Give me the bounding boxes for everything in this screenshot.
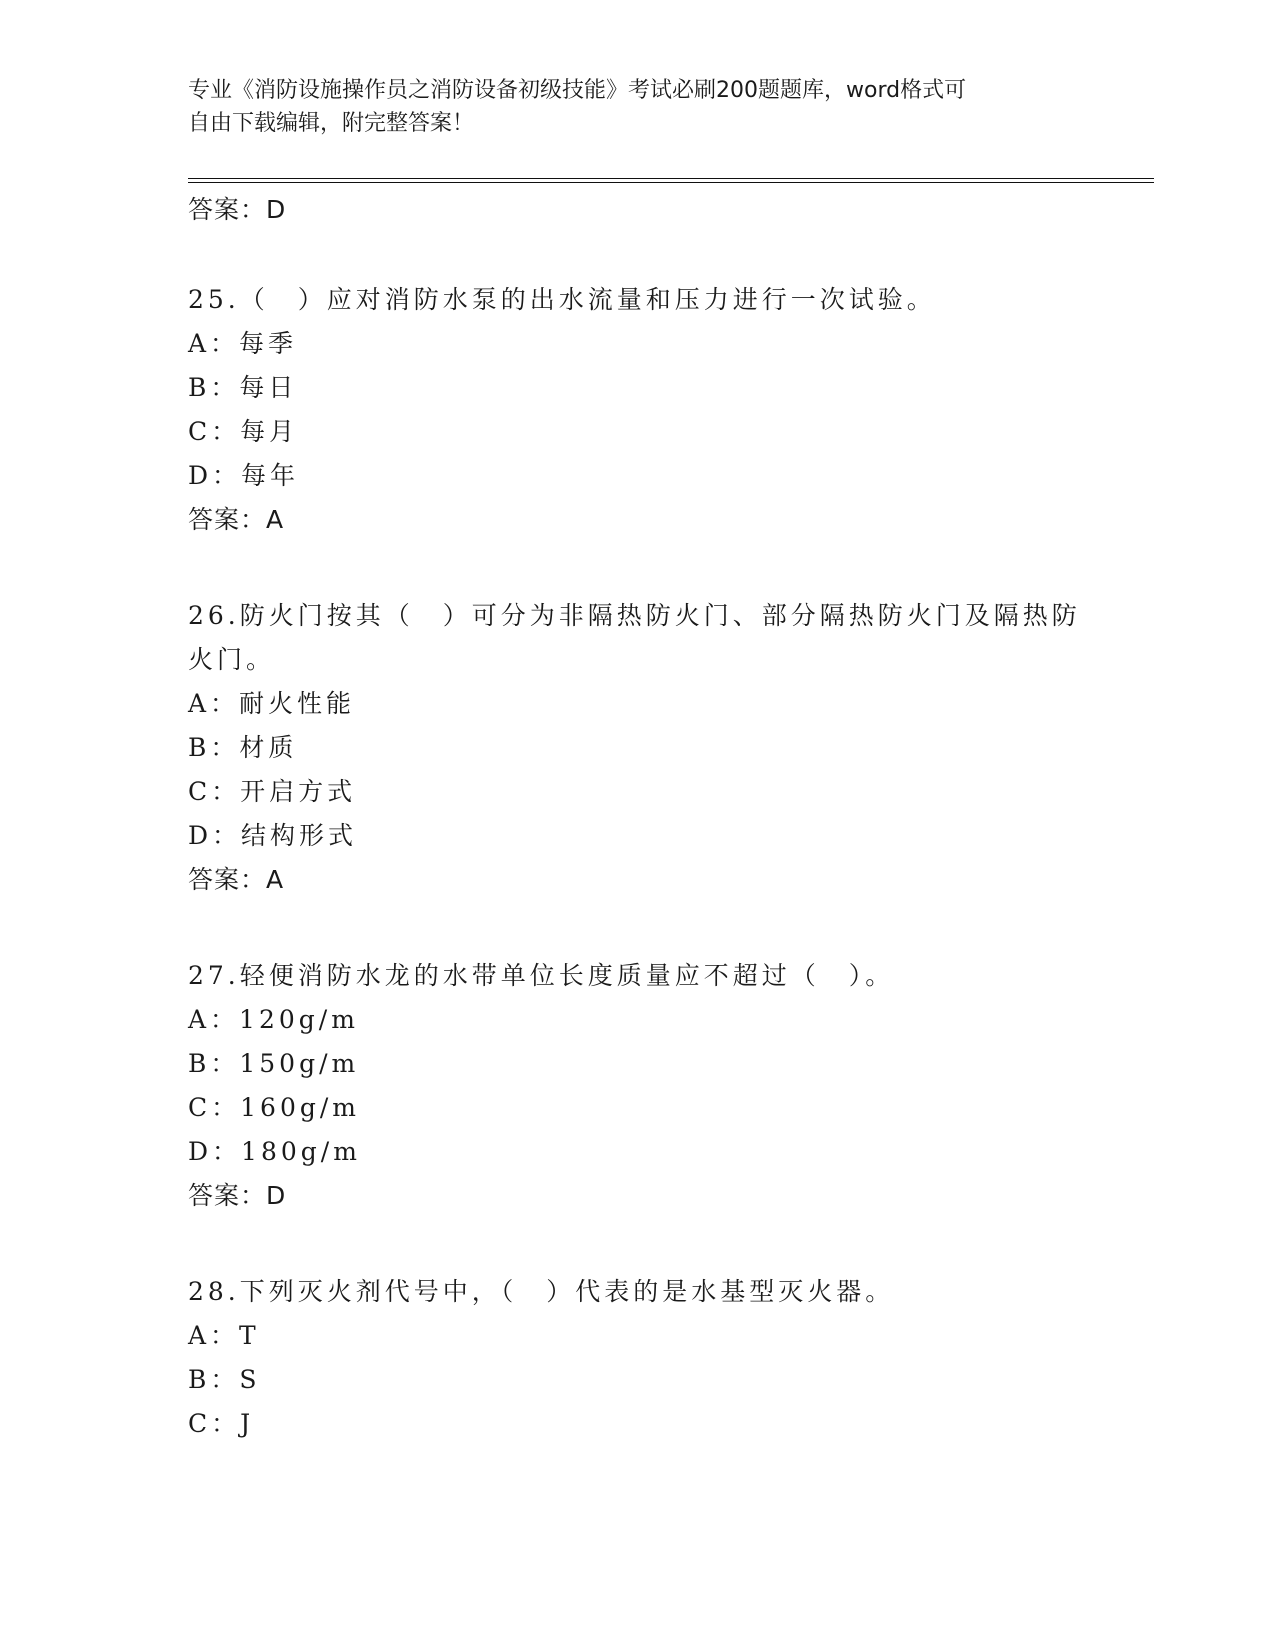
option-d: D：每年 (188, 461, 300, 490)
answer-line: 答案：D (188, 195, 287, 224)
answer-line: 答案：A (188, 865, 285, 894)
header-line-1: 专业《消防设施操作员之消防设备初级技能》考试必刷200题题库，word格式可 (188, 78, 967, 103)
header-divider-bottom (188, 182, 1154, 183)
option-a: A：耐火性能 (188, 689, 356, 718)
question-26-stem-line-1: 26.防火门按其（ ）可分为非隔热防火门、部分隔热防火门及隔热防 (188, 601, 1081, 630)
option-d: D：180g/m (188, 1137, 361, 1166)
option-b: B：材质 (188, 733, 298, 762)
header-divider-top (188, 178, 1154, 179)
question-25-stem: 25.（ ）应对消防水泵的出水流量和压力进行一次试验。 (188, 285, 936, 314)
option-d: D：结构形式 (188, 821, 358, 850)
option-b: B：150g/m (188, 1049, 360, 1078)
option-c: C：每月 (188, 417, 299, 446)
option-c: C：开启方式 (188, 777, 357, 806)
question-28-stem: 28.下列灭火剂代号中，（ ）代表的是水基型灭火器。 (188, 1277, 895, 1306)
answer-line: 答案：D (188, 1181, 287, 1210)
question-26-stem-line-2: 火门。 (188, 645, 276, 674)
option-b: B：S (188, 1365, 261, 1394)
question-27-stem: 27.轻便消防水龙的水带单位长度质量应不超过（ ）。 (188, 961, 895, 990)
option-c: C：J (188, 1409, 255, 1438)
header-line-2: 自由下载编辑，附完整答案！ (188, 111, 475, 136)
option-c: C：160g/m (188, 1093, 360, 1122)
option-a: A：T (188, 1321, 260, 1350)
option-a: A：每季 (188, 329, 298, 358)
option-b: B：每日 (188, 373, 298, 402)
document-header (188, 74, 1068, 140)
answer-line: 答案：A (188, 505, 285, 534)
option-a: A：120g/m (188, 1005, 359, 1034)
